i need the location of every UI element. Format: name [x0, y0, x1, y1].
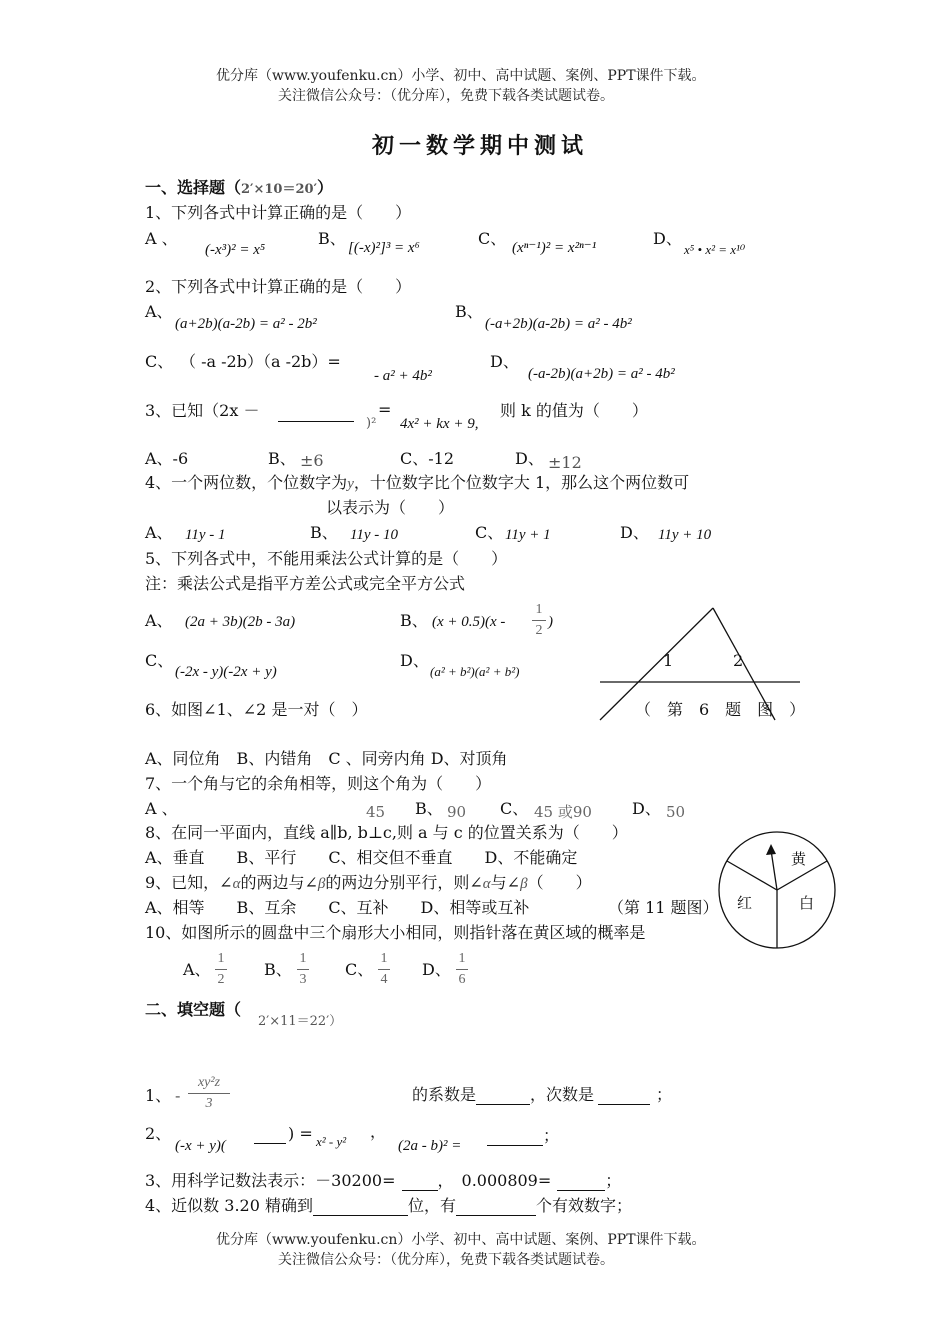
q2-option-d-expr: (-a-2b)(a+2b) = a² - 4b² — [528, 366, 675, 382]
q7-option-d-label: D、 — [632, 799, 661, 818]
fill-2-label: 2、 — [145, 1124, 172, 1143]
question-4-stem-2: 以表示为（ ） — [326, 498, 455, 517]
q1-option-c-expr: (xⁿ⁻¹)² = x²ⁿ⁻¹ — [512, 240, 597, 256]
fill-1-degree-blank — [598, 1088, 650, 1105]
fill-4-blank-b — [456, 1199, 536, 1216]
fill-2-expr-c: x² - y² — [316, 1134, 347, 1149]
fill-2-expr-a: (-x + y)( — [175, 1138, 226, 1154]
q3-option-c: C、-12 — [400, 449, 455, 468]
section-2-heading: 二、填空题（ — [145, 1000, 242, 1019]
fill-4-text: 4、近似数 3.20 精确到 位，有 个有效数字； — [145, 1196, 633, 1215]
q3-option-b-label: B、 — [268, 449, 296, 468]
sector-yellow-label: 黄 — [791, 850, 807, 868]
q5-option-c-label: C、 — [145, 651, 174, 670]
q7-option-d-value: 50 — [666, 803, 686, 821]
q3-paren-close: )² — [366, 416, 377, 431]
fill-3-blank-a — [402, 1174, 438, 1191]
footer-line-1: 优分库（www.youfenku.cn）小学、初中、高中试题、案例、PPT课件下载。 — [216, 1232, 706, 1248]
sector-white-label: 白 — [799, 894, 815, 912]
q10-option-b-label: B、 — [264, 960, 292, 979]
fill-2-expr-d: (2a - b)² = — [398, 1138, 462, 1154]
spinner-pointer-arrowhead — [766, 844, 776, 855]
q3-option-d-label: D、 — [515, 449, 544, 468]
question-4-stem: 4、一个两位数，个位数字为y，十位数字比个位数字大 1，那么这个两位数可 — [145, 473, 690, 492]
q1-option-b-expr: [(-x)²]³ = x⁶ — [348, 240, 420, 256]
q3-option-a: A、-6 — [145, 449, 189, 468]
q5-option-b-fraction: 1 2 — [532, 602, 546, 639]
q2-option-a-expr: (a+2b)(a-2b) = a² - 2b² — [175, 316, 317, 332]
q2-option-b-label: B、 — [455, 302, 483, 321]
question-3-stem-end: 则 k 的值为（ ） — [500, 401, 648, 420]
q7-option-a-value: 45 — [366, 803, 386, 821]
q7-option-b-value: 90 — [447, 803, 467, 821]
q1-option-d-label: D、 — [653, 229, 682, 248]
q5-option-a-label: A、 — [145, 611, 173, 630]
q7-option-b-label: B、 — [415, 799, 443, 818]
q7-option-a-label: A 、 — [145, 799, 178, 818]
figure-6-angle-1: 1 — [663, 651, 674, 670]
header-line-1: 优分库（www.youfenku.cn）小学、初中、高中试题、案例、PPT课件下载。 — [216, 68, 706, 84]
q4-option-a-label: A、 — [145, 523, 173, 542]
q5-option-b-expr-post: ) — [548, 614, 553, 630]
q3-option-b-value: ±6 — [300, 451, 324, 470]
question-1-stem: 1、下列各式中计算正确的是（ ） — [145, 203, 412, 222]
question-8-stem: 8、在同一平面内，直线 a∥b, b⊥c,则 a 与 c 的位置关系为（ ） — [145, 823, 628, 842]
question-10-stem: 10、如图所示的圆盘中三个扇形大小相同，则指针落在黄区域的概率是 — [145, 923, 646, 942]
q1-option-b-label: B、 — [318, 229, 346, 248]
q7-option-c-value: 45 或90 — [534, 803, 592, 821]
q10-option-a-fraction: 1 2 — [215, 951, 227, 988]
q1-option-d-expr: x⁵ • x² = x¹⁰ — [684, 242, 746, 257]
q4-option-c-expr: 11y + 1 — [505, 527, 551, 543]
figure-6-angle-2: 2 — [733, 651, 744, 670]
fill-1-label: 1、 — [145, 1086, 172, 1105]
section-2-score: 2′×11＝22′） — [258, 1014, 343, 1029]
q4-option-b-label: B、 — [310, 523, 338, 542]
q4-option-a-expr: 11y - 1 — [185, 527, 226, 543]
header-line-2: 关注微信公众号：（优分库），免费下载各类试题试卷。 — [278, 88, 614, 104]
q5-option-d-label: D、 — [400, 651, 429, 670]
q2-option-c-expr-2: - a² + 4b² — [374, 368, 432, 384]
q5-option-b-label: B、 — [400, 611, 428, 630]
fill-1-sign: - — [175, 1086, 181, 1105]
section-1-heading: 一、选择题（2′×10＝20′） — [145, 178, 334, 197]
question-8-options: A、垂直 B、平行 C、相交但不垂直 D、不能确定 — [145, 848, 578, 867]
q4-option-d-expr: 11y + 10 — [658, 527, 712, 543]
q10-option-b-fraction: 1 3 — [297, 951, 309, 988]
q10-option-c-fraction: 1 4 — [378, 951, 390, 988]
q1-option-a-expr: (-x³)² = x⁵ — [205, 242, 266, 258]
q4-option-b-expr: 11y - 10 — [350, 527, 399, 543]
fill-3-text: 3、用科学记数法表示：－30200= ， 0.000809= ； — [145, 1171, 622, 1190]
question-2-stem: 2、下列各式中计算正确的是（ ） — [145, 277, 412, 296]
fill-2-expr-b: ) = — [288, 1124, 313, 1143]
fill-1-text: 的系数是 ，次数是 ； — [412, 1085, 673, 1104]
q2-option-c-label: C、 — [145, 352, 174, 371]
question-9-stem: 9、已知，∠α的两边与∠β的两边分别平行，则∠α与∠β（ ） — [145, 873, 592, 892]
question-7-stem: 7、一个角与它的余角相等，则这个角为（ ） — [145, 774, 492, 793]
figure-6-caption: （ 第 6 题 图 ） — [635, 700, 806, 719]
q5-option-d-expr: (a² + b²)(a² + b²) — [430, 664, 520, 679]
q2-option-d-label: D、 — [490, 352, 519, 371]
q1-option-c-label: C、 — [478, 229, 507, 248]
question-6-stem: 6、如图∠1、∠2 是一对（ ） — [145, 700, 368, 719]
question-6-options: A、同位角 B、内错角 C 、同旁内角 D、对顶角 — [145, 749, 508, 768]
q4-option-c-label: C、 — [475, 523, 504, 542]
q3-option-d-value: ±12 — [548, 453, 582, 472]
page-title: 初一数学期中测试 — [372, 133, 589, 159]
question-9-options: A、相等 B、互余 C、互补 D、相等或互补 — [145, 898, 530, 917]
q5-option-c-expr: (-2x - y)(-2x + y) — [175, 664, 277, 680]
q3-answer-blank — [278, 402, 354, 422]
q10-option-d-fraction: 1 6 — [456, 951, 468, 988]
q5-option-b-expr-pre: (x + 0.5)(x - — [432, 614, 506, 630]
question-5-note: 注：乘法公式是指平方差公式或完全平方公式 — [145, 574, 466, 593]
fill-2-blank-b: ； — [487, 1126, 559, 1146]
q3-equals: = — [378, 400, 392, 419]
fill-2-comma: ， — [370, 1122, 387, 1141]
fill-3-blank-b — [557, 1174, 605, 1191]
fill-4-blank-a — [313, 1199, 408, 1216]
q4-option-d-label: D、 — [620, 523, 649, 542]
q10-option-c-label: C、 — [345, 960, 374, 979]
question-5-stem: 5、下列各式中，不能用乘法公式计算的是（ ） — [145, 549, 508, 568]
q5-option-a-expr: (2a + 3b)(2b - 3a) — [185, 614, 296, 630]
fill-2-blank-a — [254, 1124, 286, 1144]
q3-expr: 4x² + kx + 9, — [400, 416, 479, 432]
q1-option-a-label: A 、 — [145, 229, 178, 248]
spinner-figure — [715, 828, 840, 953]
fill-1-coefficient-blank — [476, 1088, 530, 1105]
q2-option-a-label: A、 — [145, 302, 173, 321]
q10-option-a-label: A、 — [183, 960, 211, 979]
spinner-divider-left — [727, 861, 777, 890]
sector-red-label: 红 — [737, 894, 753, 912]
figure-11-caption: （第 11 题图） — [608, 898, 719, 917]
fill-1-fraction: xy²z 3 — [188, 1075, 230, 1112]
q7-option-c-label: C、 — [500, 799, 529, 818]
q2-option-b-expr: (-a+2b)(a-2b) = a² - 4b² — [485, 316, 632, 332]
q2-option-c-expr: （ -a -2b）（a -2b）= — [180, 352, 341, 371]
spinner-pointer — [771, 850, 777, 890]
footer-line-2: 关注微信公众号：（优分库），免费下载各类试题试卷。 — [278, 1252, 614, 1268]
q10-option-d-label: D、 — [422, 960, 451, 979]
question-3-stem-start: 3、已知（2x － — [145, 401, 260, 420]
